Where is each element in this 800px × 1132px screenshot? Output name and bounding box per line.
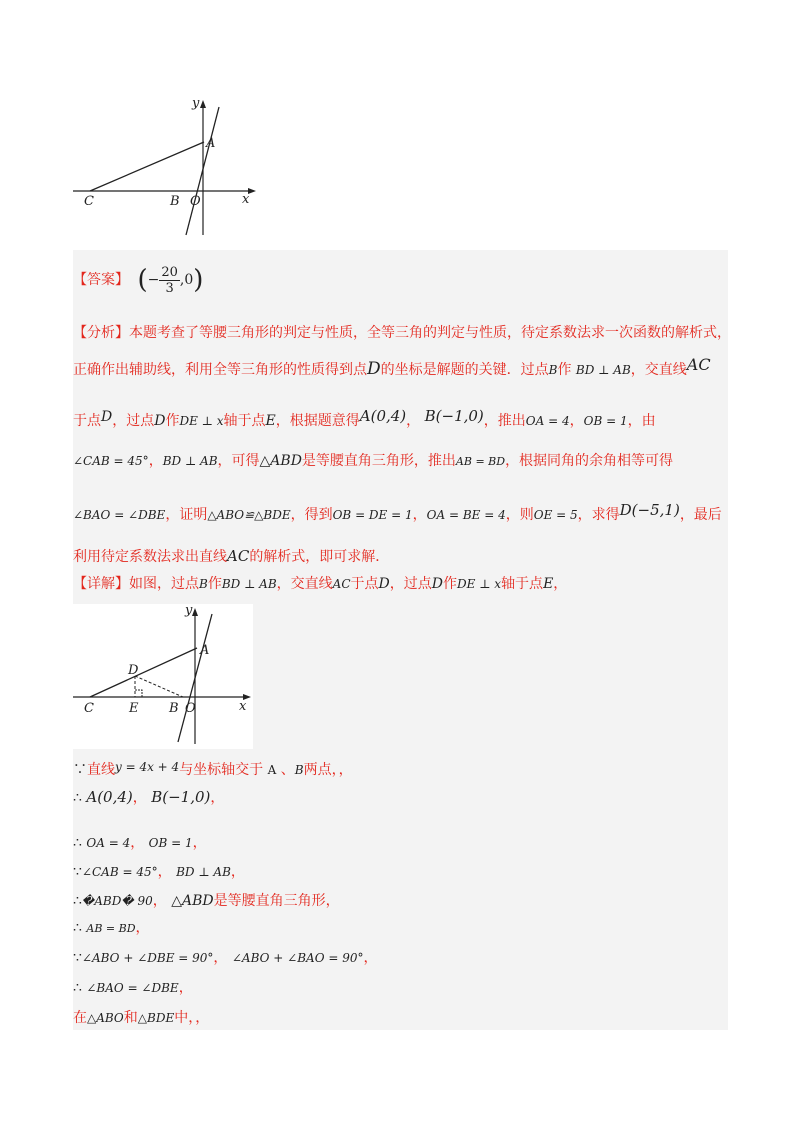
analysis-text-5l: ，最后 <box>679 507 722 523</box>
therefore-symbol: ∴ <box>73 893 82 909</box>
line-ac <box>90 142 204 191</box>
math-oa-be-4: OA = BE = 4 <box>426 508 506 522</box>
math-de-perp-x: DE ⊥ x <box>179 414 224 428</box>
line-ac <box>90 648 197 697</box>
comma: ， <box>412 507 427 523</box>
analysis-text-3m: ，推出 <box>483 413 526 429</box>
analysis-text-3q: ，由 <box>627 413 656 429</box>
comma: ， <box>148 453 163 469</box>
detail-text-1k: 作 <box>443 576 457 592</box>
math-triangle-abd: △ABD <box>259 453 302 469</box>
step-9 <box>73 1008 209 1028</box>
math-d3: D <box>154 413 166 429</box>
label-y: y <box>185 604 193 618</box>
answer-minus: − <box>147 272 160 288</box>
analysis-line-4 <box>73 451 673 472</box>
right-angle-mark <box>135 690 142 697</box>
analysis-text-3c: ，过点 <box>112 413 155 429</box>
analysis-text-2g: ，交直线 <box>630 362 687 378</box>
detail-text-1g: 于点 <box>350 576 379 592</box>
math-de-perp-x: DE ⊥ x <box>457 577 502 591</box>
math-bd-perp-ab: BD ⊥ AB <box>575 363 631 377</box>
label-a: A <box>206 136 216 151</box>
math-angle-sum-2: ∠ABO + ∠BAO = 90° <box>231 951 364 965</box>
analysis-text-2c: 的坐标是解题的关键．过点 <box>380 362 549 378</box>
math-ac: AC <box>332 577 351 591</box>
math-triangle-abd: △ABD <box>171 893 214 909</box>
figure-1-svg <box>70 95 270 240</box>
analysis-text-5d: ，得到 <box>290 507 333 523</box>
figure-1-graph <box>70 95 270 240</box>
math-e: E <box>265 413 276 429</box>
step-9-text-c: 和 <box>123 1010 138 1026</box>
analysis-text-6a: 利用待定系数法求出直线 <box>73 549 227 565</box>
because-symbol: ∵ <box>73 950 82 966</box>
therefore-symbol: ∴ <box>73 920 82 936</box>
answer-fraction <box>159 265 180 296</box>
analysis-line-1 <box>73 323 731 343</box>
math-ab-bd: AB = BD <box>455 455 506 468</box>
figure-2-graph <box>73 604 253 749</box>
y-axis-arrow <box>200 100 206 108</box>
analysis-text-3i: ，根据题意得 <box>275 413 360 429</box>
step-4 <box>73 862 245 882</box>
analysis-text-3a: 于点 <box>73 413 101 429</box>
answer-value: (− $\frac{20}{3}$ ,0) <box>137 264 204 296</box>
step-6 <box>73 918 150 939</box>
analysis-tag: 【分析】 <box>73 325 129 341</box>
detail-text-1i: ，过点 <box>389 576 432 592</box>
math-d: D <box>378 576 390 592</box>
label-c: C <box>84 701 94 716</box>
therefore-symbol: ∴ <box>73 835 82 851</box>
analysis-text-4h: ，根据同角的余角相等可得 <box>505 453 674 469</box>
label-o: O <box>190 194 201 209</box>
label-d: D <box>128 663 139 678</box>
step-3 <box>73 833 207 853</box>
step-5 <box>73 891 340 911</box>
math-a: A <box>267 763 277 777</box>
analysis-text-4f: 是等腰直角三角形，推出 <box>301 453 456 469</box>
therefore-symbol: ∴ <box>73 790 82 806</box>
comma: ， <box>135 920 150 936</box>
analysis-text-5b: ，证明 <box>165 507 208 523</box>
label-e: E <box>129 701 139 716</box>
comma: ， <box>553 576 568 592</box>
step-1-text-h: 两点，， <box>303 762 353 778</box>
detail-text-1c: 作 <box>207 576 222 592</box>
comma: ， <box>192 835 207 851</box>
math-e: E <box>543 576 554 592</box>
step-8 <box>73 978 193 998</box>
answer-denominator: 3 <box>165 280 174 296</box>
label-y: y <box>192 96 200 111</box>
comma: ， <box>406 413 421 429</box>
comma: ， <box>230 864 245 880</box>
math-angle-abd: �ABD� 90 <box>81 894 153 908</box>
math-a-coord: A(0,4) <box>359 407 407 425</box>
label-b: B <box>169 701 179 716</box>
step-2 <box>73 787 224 808</box>
math-b-coord: B(−1,0) <box>424 407 484 425</box>
step-9-text-a: 在 <box>73 1010 87 1026</box>
math-b-coord: B(−1,0) <box>151 788 211 806</box>
step-5-text-e: 是等腰直角三角形， <box>213 893 340 909</box>
math-angle-bao-dbe: ∠BAO = ∠DBE <box>73 508 166 522</box>
math-ob-1: OB = 1 <box>583 414 628 428</box>
comma: ， <box>213 950 228 966</box>
math-oa-4: OA = 4 <box>525 414 570 428</box>
because-symbol: ∵ <box>73 864 82 880</box>
math-angle-sum-1: ∠ABO + ∠DBE = 90° <box>81 951 214 965</box>
comma: ， <box>178 980 193 996</box>
math-b: B <box>548 363 558 377</box>
math-oa-4: OA = 4 <box>86 836 131 850</box>
analysis-text-3g: 轴于点 <box>223 413 266 429</box>
analysis-line-2 <box>73 355 711 380</box>
step-9-text-e: 中，， <box>174 1010 210 1026</box>
comma: ， <box>157 864 172 880</box>
label-x: x <box>242 192 250 207</box>
analysis-text-5j: ，求得 <box>577 507 620 523</box>
math-ab-bd: AB = BD <box>86 922 136 935</box>
analysis-text-5h: ，则 <box>505 507 534 523</box>
step-1 <box>73 757 353 780</box>
answer-numerator: 20 <box>161 264 178 280</box>
label-b: B <box>170 194 180 209</box>
comma: ， <box>363 950 378 966</box>
because-symbol: ∵ <box>73 762 87 778</box>
math-d: D <box>431 576 443 592</box>
answer-tail: ,0 <box>179 272 194 288</box>
comma: ， <box>130 835 145 851</box>
math-ob-de-1: OB = DE = 1 <box>332 508 413 522</box>
analysis-text-6c: 的解析式，即可求解． <box>249 549 390 565</box>
analysis-line-5 <box>73 500 722 525</box>
detail-text-1m: 轴于点 <box>501 576 544 592</box>
math-congruent: △ABO≌△BDE <box>207 508 291 522</box>
therefore-symbol: ∴ <box>73 980 82 996</box>
math-d2: D <box>101 409 113 425</box>
step-1-text-f: 、 <box>280 762 295 778</box>
answer-tag: 【答案】 <box>73 272 129 288</box>
math-ac-2: AC <box>227 547 250 565</box>
detail-tag: 【详解】 <box>73 576 129 592</box>
analysis-text-4d: ，可得 <box>217 453 260 469</box>
comma: ， <box>569 413 584 429</box>
analysis-line-3 <box>73 406 656 431</box>
step-1-text-b: 直线 <box>87 762 115 778</box>
comma: ， <box>132 790 147 806</box>
detail-text-1a: 如图，过点 <box>129 576 199 592</box>
label-a: A <box>200 643 210 658</box>
step-7 <box>73 948 378 968</box>
math-b: B <box>199 577 208 591</box>
math-b: B <box>294 763 304 777</box>
math-ob-1: OB = 1 <box>148 836 193 850</box>
analysis-text-3e: 作 <box>165 413 180 429</box>
math-bd-perp-ab: BD ⊥ AB <box>176 865 231 879</box>
label-x: x <box>239 699 247 714</box>
math-a-coord: A(0,4) <box>86 788 133 806</box>
math-bd-perp-ab-2: BD ⊥ AB <box>162 454 218 468</box>
math-line-eq: y = 4x + 4 <box>115 760 180 774</box>
label-c: C <box>84 194 94 209</box>
math-d-coord: D(−5,1) <box>619 501 680 519</box>
math-angle-cab: ∠CAB = 45° <box>81 865 158 879</box>
comma: ， <box>152 893 167 909</box>
math-oe-5: OE = 5 <box>533 508 578 522</box>
math-bd-perp-ab: BD ⊥ AB <box>221 577 277 591</box>
figure-2-svg <box>73 604 253 749</box>
math-angle-bao-dbe: ∠BAO = ∠DBE <box>86 981 179 995</box>
step-1-text-d: 与坐标轴交于 <box>179 762 264 778</box>
label-o: O <box>185 701 196 716</box>
math-triangle-bde: △BDE <box>137 1011 175 1025</box>
math-d: D <box>367 359 381 379</box>
comma: ， <box>210 790 225 806</box>
math-angle-cab: ∠CAB = 45° <box>73 454 149 468</box>
answer-line <box>73 262 203 298</box>
analysis-line-6 <box>73 546 389 567</box>
math-triangle-abo: △ABO <box>87 1011 124 1025</box>
detail-line-1 <box>73 574 567 594</box>
analysis-text-2a: 正确作出辅助线，利用全等三角形的性质得到点 <box>73 362 367 378</box>
detail-text-1e: ，交直线 <box>276 576 333 592</box>
y-axis-arrow <box>192 608 198 616</box>
analysis-text-1: 本题考查了等腰三角形的判定与性质，全等三角的判定与性质，待定系数法求一次函数的解析式， <box>129 325 731 341</box>
math-ac: AC <box>686 355 711 374</box>
analysis-text-2e: 作 <box>557 362 572 378</box>
